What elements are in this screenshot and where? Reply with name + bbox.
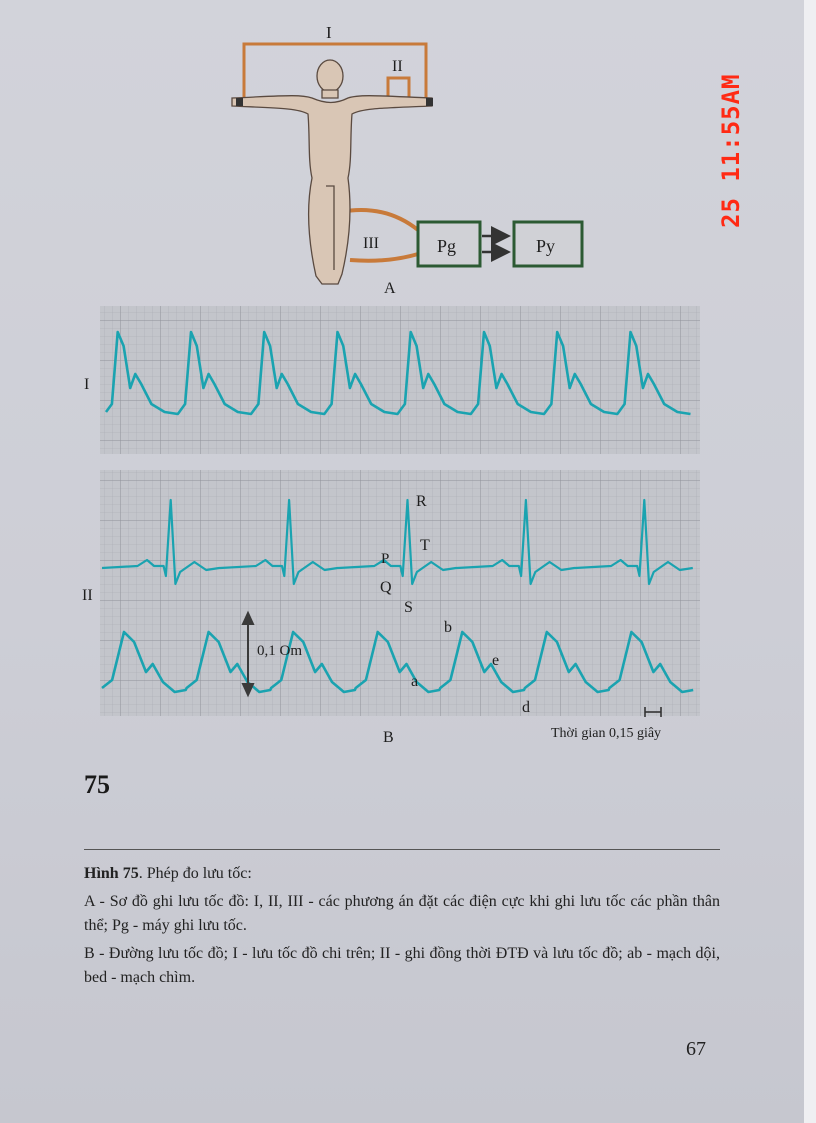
wave-label-T: T <box>420 537 430 554</box>
wave-label-S: S <box>404 599 413 616</box>
panel-b-label: B <box>383 729 394 746</box>
arrow-right-icon <box>482 236 506 252</box>
chart-panel-b <box>82 306 700 746</box>
caption-title-bold: Hình 75 <box>84 865 139 882</box>
left-label-II: II <box>82 587 93 604</box>
grid-strip-I-lines <box>100 306 700 454</box>
lead-I-label: I <box>326 23 332 42</box>
caption-title <box>84 862 720 886</box>
caption-paragraph-b: B - Đường lưu tốc đồ; I - lưu tốc đồ chi trên; II - ghi đồng thời ĐTĐ và lưu tốc đồ; ab - mạch dội, bed - mạch chìm. <box>84 945 720 986</box>
wave-label-a: a <box>411 673 419 690</box>
figure-number: 75 <box>84 770 110 799</box>
scale-label: 0,1 Om <box>257 643 302 659</box>
lead-III-wire <box>340 210 418 261</box>
display-label: Py <box>536 236 556 256</box>
wave-label-b: b <box>444 619 452 636</box>
lead-II-label: II <box>392 58 403 75</box>
caption-divider <box>84 849 720 850</box>
caption-paragraph-a: A - Sơ đồ ghi lưu tốc đồ: I, II, III - các phương án đặt các điện cực khi ghi lưu tốc các phần thân thể; Pg - máy ghi lưu tốc. <box>84 893 720 934</box>
wave-label-d: d <box>522 699 530 716</box>
page-number: 67 <box>686 1038 706 1060</box>
wave-label-Q: Q <box>380 579 392 596</box>
recorder-label: Pg <box>437 236 457 256</box>
left-label-I: I <box>84 376 90 393</box>
diagram-a <box>232 23 582 297</box>
wave-label-e: e <box>492 652 500 669</box>
caption-title-rest: . Phép đo lưu tốc: <box>138 865 252 882</box>
grid-strip-II-lines <box>100 470 700 716</box>
wave-label-P: P <box>381 551 390 567</box>
lead-III-label: III <box>363 235 379 252</box>
panel-a-label: A <box>384 280 396 297</box>
human-body-icon <box>232 60 432 284</box>
figure-caption <box>84 862 720 994</box>
timestamp-overlay: 25 11:55AM <box>717 73 745 228</box>
wave-label-R: R <box>416 493 427 510</box>
time-scale-label: Thời gian 0,15 giây <box>551 726 662 741</box>
